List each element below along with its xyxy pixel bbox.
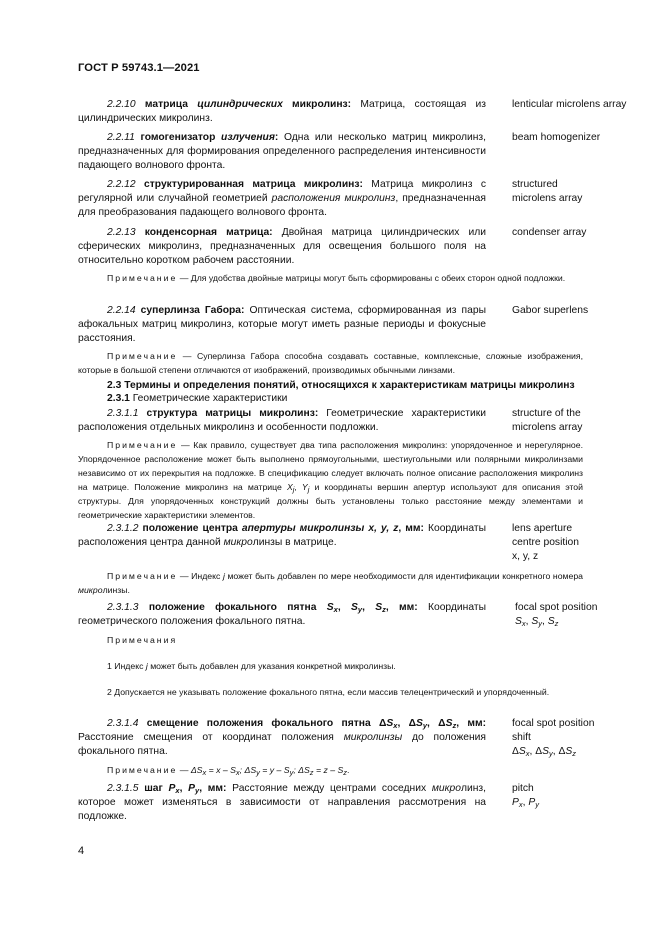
term-definition: 2.2.11 гомогенизатор излучения: Одна или несколько матриц микролинз, предназначенных для формирования определенного распределения интенсивности падающего волнового фронта. bbox=[78, 132, 486, 171]
term-entry-2-3-1-5 bbox=[78, 782, 583, 827]
term-english: lenticular microlens array bbox=[512, 99, 627, 110]
note-microlens-arrangement: Примечание — Как правило, существует два типа расположения микролинз: упорядоченное и нерегулярное. Упорядоченное расположение может быть выполнено прямоугольными, шестиугольными или полярными микролинзами независимо от их перекрытия на подложке. В спецификацию следует включать полное описание расположения микролинз на матрице. Положение микролинз на матрице $X_j$, $Y_j$ и координаты вершин апертур используют для описания этой структуры. Для упорядоченных конструкций должны быть установлены только расстояние между элементами и геометрические характеристики элементов. bbox=[78, 440, 583, 520]
term-definition: 2.3.1.5 шаг $P_x$, $P_y$, мм: Расстояние между центрами соседних микролинз, которое может изменяться в зависимости от направления рассмотрения на подложке. bbox=[78, 783, 486, 822]
term-definition: 2.2.10 матрица цилиндрических микролинз: Матрица, состоящая из цилиндрических микролинз. bbox=[78, 99, 486, 124]
page-number: 4 bbox=[78, 845, 85, 857]
term-entry-2-2-10 bbox=[78, 98, 627, 128]
term-english: structure of the microlens array bbox=[512, 408, 583, 433]
term-english: condenser array bbox=[512, 227, 587, 238]
term-definition: 2.2.13 конденсорная матрица: Двойная матрица цилиндрических или сферических микролинз, предназначенных для освещения большого поля на относительно коротком рабочем расстоянии. bbox=[78, 227, 486, 266]
note-double-arrays: Примечание — Для удобства двойные матрицы могут быть сформированы с обеих сторон одной подложки. bbox=[107, 273, 566, 283]
term-entry-2-3-1-1 bbox=[78, 407, 583, 437]
term-entry-2-3-1-4 bbox=[78, 717, 595, 762]
note-1-index: 1 Индекс j может быть добавлен для указания конкретной микролинзы. bbox=[107, 661, 396, 671]
section-heading-2-3: 2.3 Термины и определения понятий, относящихся к характеристикам матрицы микролинз bbox=[107, 380, 575, 391]
note-index-j: Примечание — Индекс j может быть добавлен по мере необходимости для идентификации конкретного номера микролинзы. bbox=[78, 571, 583, 595]
term-definition: 2.2.12 структурированная матрица микролинз: Матрица микролинз с регулярной или случайной геометрией расположения микролинз, предназначенная для преобразования падающего волнового фронта. bbox=[78, 179, 486, 218]
term-entry-2-2-13 bbox=[78, 226, 587, 271]
term-english: Gabor superlens bbox=[512, 305, 589, 316]
term-english: focal spot position shift $\Delta S_x$, $\Delta S_y$, $\Delta S_z$ bbox=[512, 718, 595, 758]
term-definition: 2.3.1.2 положение центра апертуры микролинзы x, y, z, мм: Координаты расположения центра данной микролинзы в матрице. bbox=[78, 523, 486, 548]
term-entry-2-2-11 bbox=[78, 131, 601, 176]
term-definition: 2.3.1.1 структура матрицы микролинз: Геометрические характеристики расположения отдельных микролинз и особенности подложки. bbox=[78, 408, 486, 433]
note-gabor-superlens: Примечание — Суперлинза Габора способна создавать составные, комплексные, сложные изображения, которые в большой степени отличаются от изображений, производимых обычными линзами. bbox=[78, 351, 583, 375]
term-english: pitch $P_x$, $P_y$ bbox=[512, 783, 539, 809]
term-entry-2-3-1-2 bbox=[78, 522, 583, 567]
term-definition: 2.3.1.3 положение фокального пятна $S_x$, $S_y$, $S_z$, мм: Координаты геометрического положения фокального пятна. bbox=[78, 602, 486, 627]
term-english: lens aperture centre position x, y, z bbox=[512, 523, 579, 562]
document-header: ГОСТ Р 59743.1—2021 bbox=[78, 62, 200, 74]
note-shift-formula: Примечание — $\Delta S_x = x - S_x$; $\Delta S_y = y - S_y$; $\Delta S_z = z - S_z$. bbox=[107, 765, 350, 777]
term-english: beam homogenizer bbox=[512, 132, 601, 143]
notes-heading: Примечания bbox=[107, 635, 178, 645]
term-entry-2-3-1-3 bbox=[78, 601, 598, 631]
term-definition: 2.2.14 суперлинза Габора: Оптическая система, сформированная из пары афокальных матриц микролинз, которые могут иметь разные периоды и фокусные расстояния. bbox=[78, 305, 486, 344]
term-english: structured microlens array bbox=[512, 179, 583, 204]
term-definition: 2.3.1.4 смещение положения фокального пятна $\Delta S_x$, $\Delta S_y$, $\Delta S_z$, мм: Расстояние смещения от координат положения микролинзы до положения фокального пятна. bbox=[78, 718, 486, 757]
term-entry-2-2-14 bbox=[78, 304, 589, 349]
note-2-telecentric: 2 Допускается не указывать положение фокального пятна, если массив телецентрический и упорядоченный. bbox=[107, 687, 550, 697]
term-english: focal spot position $S_x$, $S_y$, $S_z$ bbox=[515, 602, 598, 628]
term-entry-2-2-12 bbox=[78, 178, 583, 223]
section-heading-2-3-1: 2.3.1 Геометрические характеристики bbox=[107, 393, 288, 404]
